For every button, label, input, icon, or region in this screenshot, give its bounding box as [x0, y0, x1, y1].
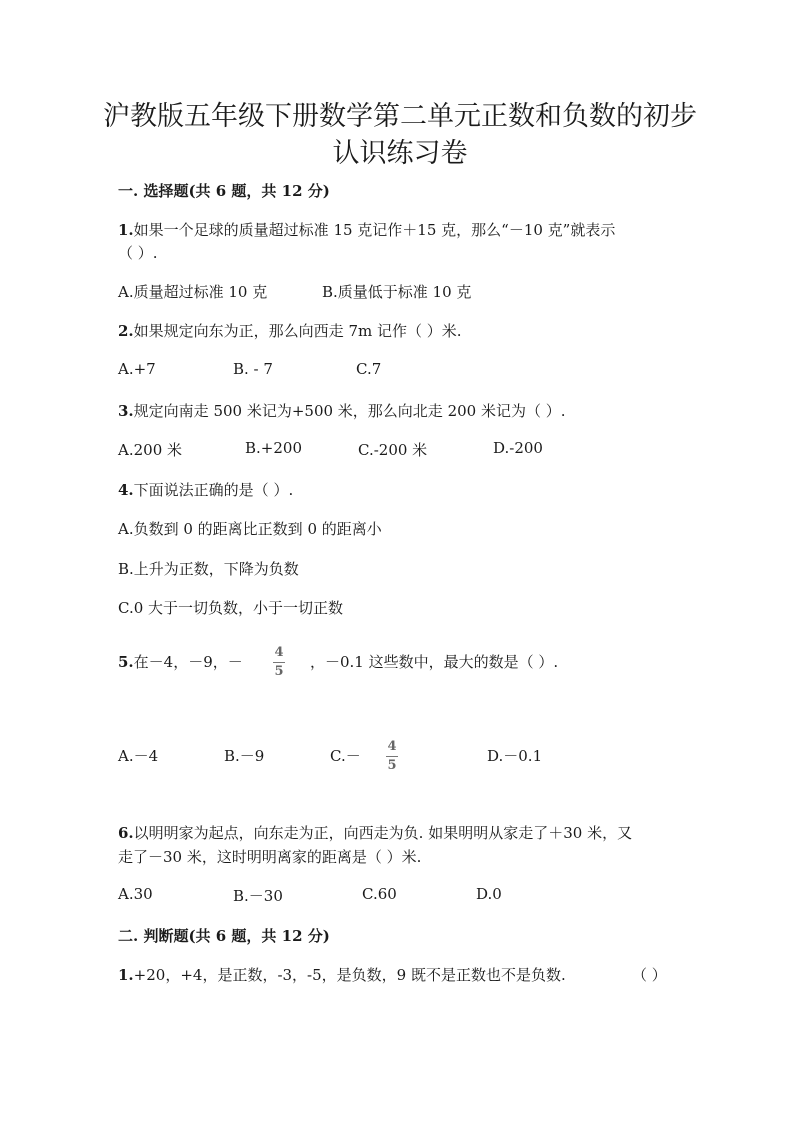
document-title-line1: 沪教版五年级下册数学第二单元正数和负数的初步 [103, 101, 697, 132]
q5-fraction [273, 646, 285, 679]
q2-option-c[interactable]: C.7 [356, 360, 382, 378]
question-number: 2. [118, 322, 134, 340]
q5-option-a[interactable]: A.－4 [118, 747, 159, 765]
fraction-bar [273, 662, 285, 663]
answer-blank[interactable]: （ ） [632, 966, 667, 984]
question-number: 1. [118, 966, 134, 984]
question-6 [118, 822, 632, 843]
q5-option-c[interactable]: C.－ [330, 747, 361, 765]
fraction-numerator: 4 [274, 645, 284, 660]
question-6-line2: 走了－30 米，这时明明离家的距离是（ ）米. [118, 848, 422, 866]
question-number: 5. [118, 653, 134, 671]
q3-option-a[interactable]: A.200 米 [118, 441, 182, 459]
q5-option-b[interactable]: B.－9 [224, 747, 265, 765]
q4-option-b[interactable]: B.上升为正数，下降为负数 [118, 560, 299, 578]
question-2 [118, 320, 462, 341]
document-title-line2: 认识练习卷 [332, 138, 468, 169]
q1-option-b[interactable]: B.质量低于标准 10 克 [322, 283, 472, 301]
question-4 [118, 479, 293, 500]
q1-option-a[interactable]: A.质量超过标准 10 克 [118, 283, 268, 301]
question-text: 如果一个足球的质量超过标准 15 克记作＋15 克，那么“－10 克”就表示 [133, 221, 616, 239]
fraction-denominator: 5 [387, 758, 397, 773]
q5-option-c-fraction [386, 740, 398, 773]
question-text-pre: 在－4，－9，－ [133, 653, 243, 671]
question-number: 1. [118, 221, 134, 239]
fraction-denominator: 5 [274, 664, 284, 679]
q3-option-d[interactable]: D.-200 [493, 439, 543, 457]
q3-option-b[interactable]: B.+200 [245, 439, 302, 457]
q3-option-c[interactable]: C.-200 米 [358, 441, 428, 459]
question-text: +20，+4，是正数，-3，-5，是负数，9 既不是正数也不是负数. [133, 966, 566, 984]
q6-option-d[interactable]: D.0 [476, 885, 502, 903]
judge-question-1 [118, 964, 566, 985]
question-1 [118, 219, 615, 240]
fraction-numerator: 4 [387, 739, 397, 754]
question-text: 如果规定向东为正，那么向西走 7m 记作（ ）米. [133, 322, 462, 340]
section1-heading: 一. 选择题(共 6 题，共 12 分) [118, 182, 330, 200]
section2-heading: 二. 判断题(共 6 题，共 12 分) [118, 927, 330, 945]
q2-option-a[interactable]: A.+7 [118, 360, 156, 378]
q6-option-c[interactable]: C.60 [362, 885, 397, 903]
question-5-post: ，－0.1 这些数中，最大的数是（ ）. [310, 653, 559, 671]
question-3 [118, 400, 566, 421]
question-number: 3. [118, 402, 134, 420]
question-text: 以明明家为起点，向东走为正，向西走为负. 如果明明从家走了＋30 米，又 [133, 824, 633, 842]
question-text: 规定向南走 500 米记为+500 米，那么向北走 200 米记为（ ）. [133, 402, 566, 420]
question-text: 下面说法正确的是（ ）. [133, 481, 294, 499]
question-number: 4. [118, 481, 134, 499]
question-1-line2: （ ）. [118, 244, 158, 262]
q5-option-d[interactable]: D.－0.1 [487, 747, 543, 765]
q2-option-b[interactable]: B. - 7 [233, 360, 273, 378]
q6-option-b[interactable]: B.－30 [233, 887, 283, 905]
q4-option-c[interactable]: C.0 大于一切负数，小于一切正数 [118, 599, 344, 617]
q6-option-a[interactable]: A.30 [118, 885, 153, 903]
fraction-bar [386, 756, 398, 757]
question-5 [118, 651, 243, 672]
question-number: 6. [118, 824, 134, 842]
q4-option-a[interactable]: A.负数到 0 的距离比正数到 0 的距离小 [118, 520, 382, 538]
